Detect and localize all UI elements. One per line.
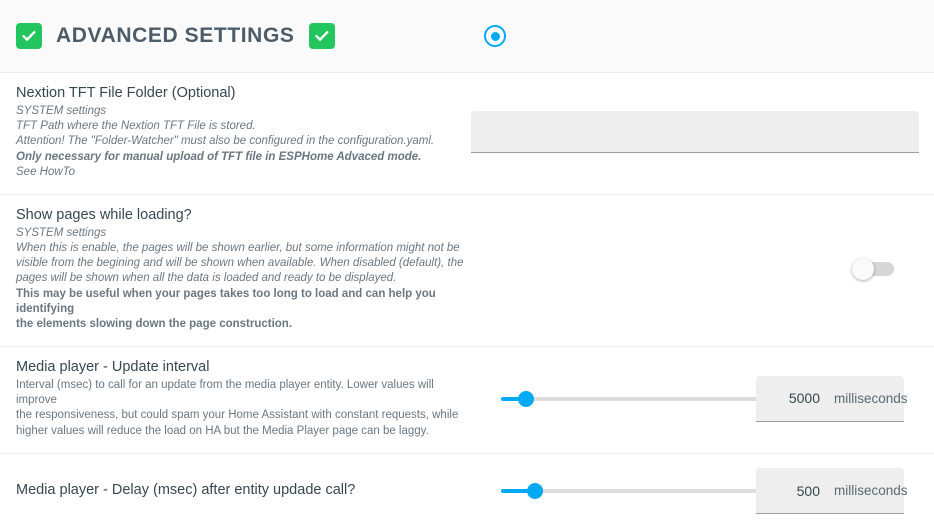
setting-text-block bbox=[16, 482, 471, 501]
checkbox-left-checked-icon[interactable] bbox=[16, 23, 42, 49]
description-line: When this is enable, the pages will be shown earlier, but some information might not be bbox=[16, 242, 460, 255]
setting-control bbox=[471, 111, 919, 153]
description-line: visible from the begining and will be shown when available. When disabled (default), the bbox=[16, 257, 464, 270]
setting-title: Nextion TFT File Folder (Optional) bbox=[16, 85, 236, 101]
page-header bbox=[0, 0, 934, 72]
setting-description bbox=[16, 378, 471, 439]
description-line: Interval (msec) to call for an update from the media player entity. Lower values will improve bbox=[16, 379, 434, 407]
unit-label: milliseconds bbox=[834, 483, 908, 499]
setting-text-block bbox=[16, 207, 471, 332]
media-update-interval-value[interactable] bbox=[766, 389, 822, 407]
description-line: Attention! The "Folder-Watcher" must also be configured in the configuration.yaml. bbox=[16, 135, 435, 148]
description-line: Only necessary for manual upload of TFT file in ESPHome Advaced mode. bbox=[16, 150, 422, 163]
media-update-interval-field[interactable] bbox=[756, 376, 908, 422]
setting-text-block bbox=[16, 359, 471, 439]
description-line: the responsiveness, but could spam your Home Assistant with constant requests, while bbox=[16, 409, 459, 422]
setting-row-show-pages-while-loading bbox=[0, 194, 934, 346]
media-update-interval-slider[interactable] bbox=[501, 387, 781, 411]
slider-thumb[interactable] bbox=[518, 391, 534, 407]
description-line: SYSTEM settings bbox=[16, 226, 107, 239]
description-line: This may be useful when your pages takes too long to load and can help you identifying bbox=[16, 287, 436, 315]
page-title: ADVANCED SETTINGS bbox=[56, 24, 295, 47]
setting-title: Media player - Update interval bbox=[16, 359, 210, 376]
setting-row-media-update-interval bbox=[0, 346, 934, 453]
setting-text-block bbox=[16, 85, 471, 180]
checkbox-right-checked-icon[interactable] bbox=[309, 23, 335, 49]
slider-thumb[interactable] bbox=[527, 483, 543, 499]
tft-folder-input[interactable] bbox=[471, 111, 919, 153]
description-line: TFT Path where the Nextion TFT File is stored. bbox=[16, 120, 256, 133]
show-pages-toggle[interactable] bbox=[852, 258, 898, 280]
media-delay-value[interactable] bbox=[766, 482, 822, 500]
toggle-knob[interactable] bbox=[852, 258, 874, 280]
radio-button-selected[interactable] bbox=[484, 25, 506, 47]
slider-rail bbox=[501, 489, 781, 493]
description-line: pages will be shown when all the data is loaded and ready to be displayed. bbox=[16, 272, 397, 285]
setting-title: Media player - Delay (msec) after entity updade call? bbox=[16, 481, 356, 498]
unit-label: milliseconds bbox=[834, 390, 908, 406]
description-line-howto-link[interactable]: See HowTo bbox=[16, 165, 76, 178]
setting-description bbox=[16, 226, 471, 332]
setting-description bbox=[16, 104, 471, 180]
description-line: higher values will reduce the load on HA but the Media Player page can be laggy. bbox=[16, 424, 429, 437]
setting-row-nextion-tft-folder bbox=[0, 72, 934, 194]
description-line: SYSTEM settings bbox=[16, 105, 107, 117]
media-delay-slider[interactable] bbox=[501, 479, 781, 503]
radio-inner-dot-icon bbox=[491, 32, 500, 41]
media-delay-field[interactable] bbox=[756, 468, 908, 514]
setting-row-media-delay-after-update bbox=[0, 453, 934, 531]
description-line: the elements slowing down the page construction. bbox=[16, 317, 293, 330]
slider-rail bbox=[501, 397, 781, 401]
setting-title: Show pages while loading? bbox=[16, 206, 192, 223]
